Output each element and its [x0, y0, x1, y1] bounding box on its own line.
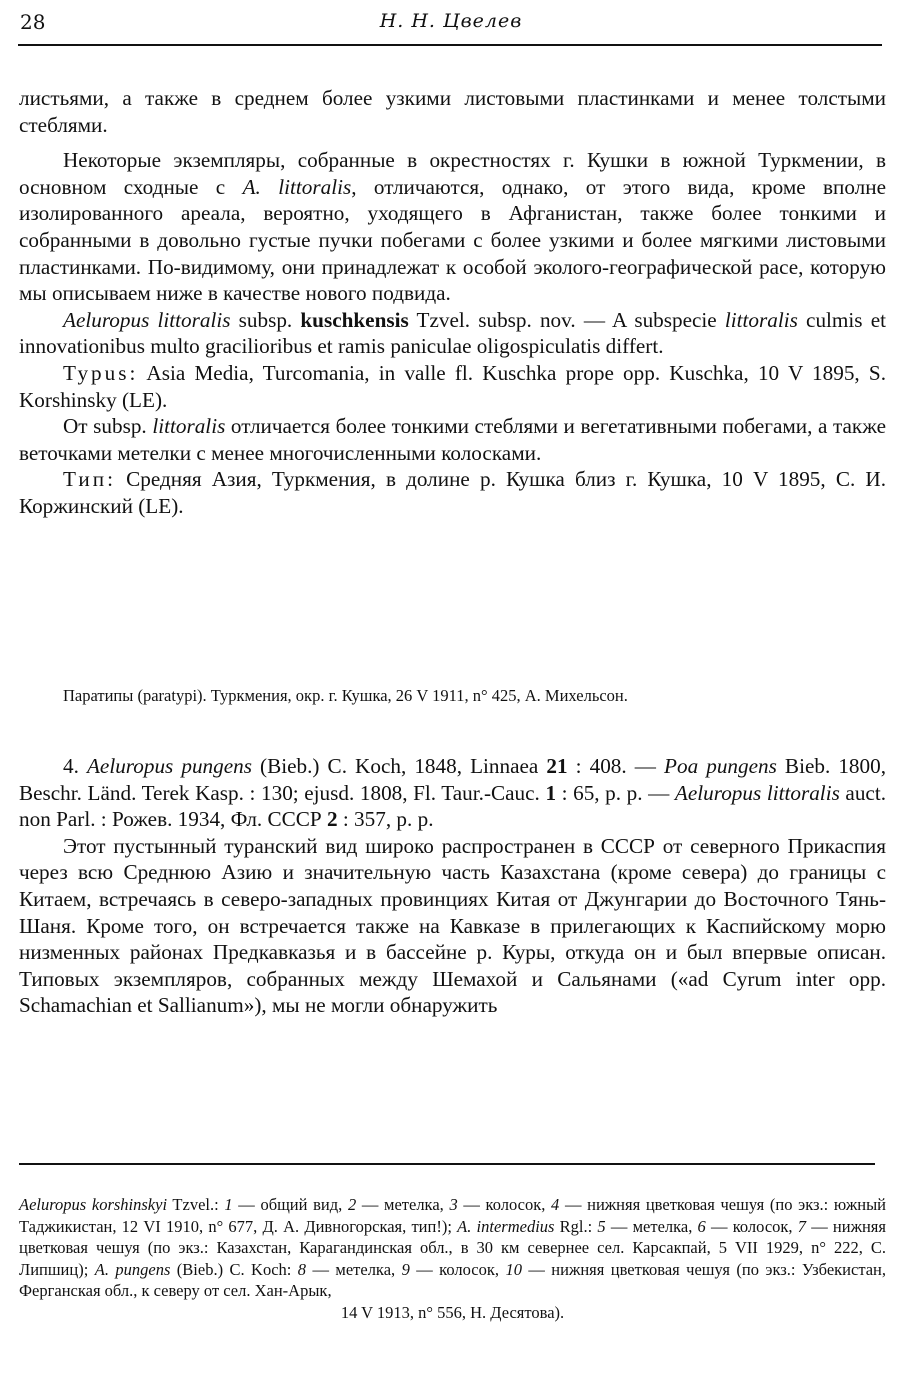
- paragraph-type-russian: Тип: Средняя Азия, Туркмения, в долине р. Кушка близ г. Кушка, 10 V 1895, С. И. Коржинский (LE).: [19, 467, 886, 518]
- figure-caption: Aeluropus korshinskyi Tzvel.: 1 — общий вид, 2 — метелка, 3 — колосок, 4 — нижняя цветковая чешуя (по экз.: южный Таджикистан, 12 VI 1910, n° 677, Д. А. Дивногорская, тип!); A. intermedius Rgl.: 5 — метелка, 6 — колосок, 7 — нижняя цветковая чешуя (по экз.: Казахстан, Карагандинская обл., в 30 км севернее сел. Карсакпай, 5 VII 1929, n° 222, С. Липшиц); A. pungens (Bieb.) C. Koch: 8 — метелка, 9 — колосок, 10 — нижняя цветковая чешуя (по экз.: Узбекистан, Ферганская обл., к северу от сел. Хан-Арык, 14 V 1913, n° 556, Н. Десятова).: [19, 1195, 887, 1322]
- paragraph-paratypes: Паратипы (paratypi). Туркмения, окр. г. Кушка, 26 V 1911, n° 425, А. Михельсон.: [63, 686, 628, 705]
- paragraph-diagnosis-latin: Aeluropus littoralis subsp. kuschkensis Tzvel. subsp. nov. — A subspecie littoralis culmis et innovationibus multo gracilioribus et ramis paniculae oligospiculatis differt.: [19, 307, 886, 359]
- type-label: Тип:: [63, 467, 116, 492]
- paragraph-kushka-specimens: Некоторые экземпляры, собранные в окрестностях г. Кушки в южной Туркмении, в основном сходные с A. littoralis, отличаются, однако, от этого вида, кроме вполне изолированного ареала, вероятно, уходящего в Афганистан, также более тонкими и собранными в довольно густые пучки побегами с более узкими и более мягкими листовыми пластинками. По-видимому, они принадлежат к особой эколого-географической расе, которую мы описываем ниже в качестве нового подвида.: [19, 148, 886, 306]
- taxon-name: Aeluropus littoralis: [63, 307, 231, 332]
- footnote-rule: [19, 1163, 875, 1165]
- paragraph-continuation: листьями, а также в среднем более узкими листовыми пластинками и менее толстыми стеблями.: [19, 86, 886, 137]
- new-subspecies-name: kuschkensis: [300, 307, 409, 332]
- paragraph-distribution: Этот пустынный туранский вид широко распространен в СССР от северного Прикаспия через всю Среднюю Азию и значительную часть Казахстана (кроме севера) до границы с Китаем, встречаясь в северо-западных провинциях Китая от Джунгарии до Восточного Тянь-Шаня. Кроме того, он встречается также на Кавказе в прилегающих к Каспийскому морю низменных районах Предкавказья и в бассейне р. Куры, откуда он и был впервые описан. Типовых экземпляров, собранных между Шемахой и Сальянами («ad Cyrum inter opp. Schamachian et Sallianum»), мы не могли обнаружить: [19, 833, 886, 1018]
- header-rule: [18, 44, 882, 46]
- typus-label: Typus:: [63, 360, 139, 385]
- taxon-name: Aeluropus pungens: [86, 754, 252, 778]
- body-text-lower: [19, 753, 886, 1019]
- running-title: Н. Н. Цвелев: [379, 10, 523, 32]
- species-entry-heading: 4. Aeluropus pungens (Bieb.) C. Koch, 1848, Linnaea 21 : 408. — Poa pungens Bieb. 1800, Beschr. Länd. Terek Kasp. : 130; ejusd. 1808, Fl. Taur.-Cauc. 1 : 65, p. p. — Aeluropus littoralis auct. non Parl. : Рожев. 1934, Фл. СССР 2 : 357, p. p.: [19, 754, 887, 832]
- taxon-name: A. littoralis: [242, 174, 352, 199]
- page-number: 28: [20, 10, 46, 34]
- body-text-upper: [19, 85, 886, 520]
- paragraph-differences: От subsp. littoralis отличается более тонкими стеблями и вегетативными побегами, а также веточками метелки с менее многочисленными колосками.: [19, 414, 886, 465]
- paragraph-typus-latin: Typus: Asia Media, Turcomania, in valle fl. Kuschka prope opp. Kuschka, 10 V 1895, S. Korshinsky (LE).: [19, 360, 886, 412]
- page-header: [20, 10, 882, 40]
- caption-last-line: 14 V 1913, n° 556, Н. Десятова).: [340, 1302, 565, 1322]
